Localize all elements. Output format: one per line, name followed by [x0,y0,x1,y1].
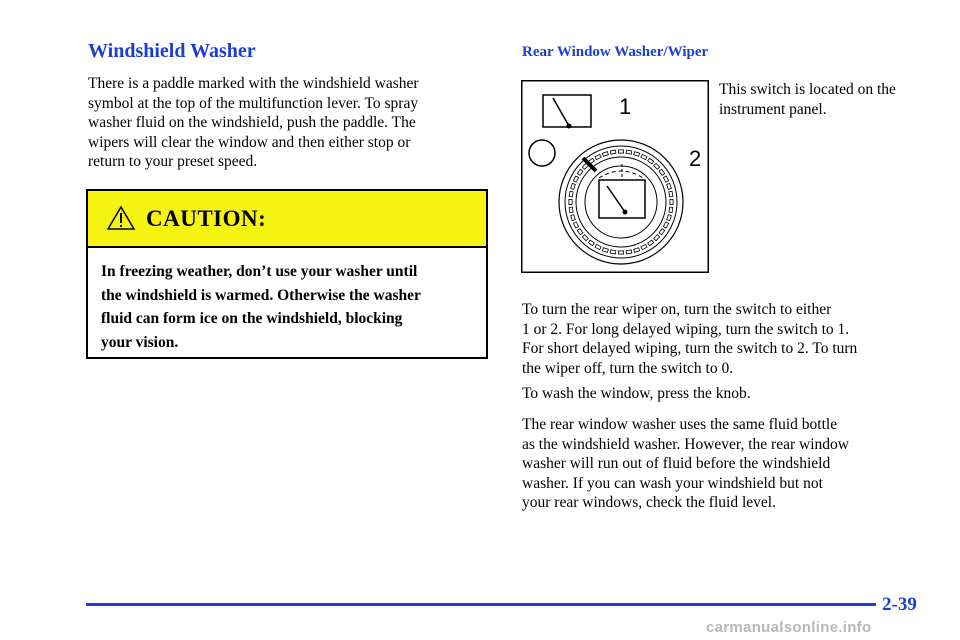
paragraph-line: 1 or 2. For long delayed wiping, turn the switch to 1. [522,320,850,338]
paragraph-line: wipers will clear the window and then either stop or [88,133,411,151]
wash-paragraph [522,384,751,404]
rear-wiper-switch-illustration [521,80,709,273]
paragraph-line: To wash the window, press the knob. [522,385,751,402]
figure-caption [719,80,896,119]
watermark: carmanualsonline.info [706,619,872,636]
paragraph-line: symbol at the top of the multifunction lever. To spray [88,94,419,112]
intro-paragraph [88,74,419,172]
caution-body [101,260,476,354]
page-number: 2-39 [882,594,917,615]
paragraph-line: There is a paddle marked with the windshield washer [88,75,419,92]
wiper-operation-paragraph [522,300,857,378]
caption-line: This switch is located on the [719,81,896,98]
paragraph-line: the wiper off, turn the switch to 0. [522,359,734,377]
paragraph-line: washer will run out of fluid before the windshield [522,455,831,472]
paragraph-line: The rear window washer uses the same fluid bottle [522,416,838,433]
paragraph-line: washer fluid on the windshield, push the paddle. The [88,114,416,131]
paragraph-line: return to your preset speed. [88,153,258,170]
section-heading: Windshield Washer [88,40,256,62]
fluid-paragraph [522,415,849,513]
caution-header [88,191,486,248]
position-2-label: 2 [689,146,702,171]
footer-rule [86,603,876,606]
paragraph-line: as the windshield washer. However, the rear window [522,435,849,453]
caution-title: CAUTION: [146,206,267,231]
paragraph-line: For short delayed wiping, turn the switch to 2. To turn [522,340,858,357]
caution-line: the windshield is warmed. Otherwise the washer [101,286,421,304]
paragraph-line: your rear windows, check the fluid level. [522,494,776,511]
subsection-heading: Rear Window Washer/Wiper [522,44,709,60]
caption-line: instrument panel. [719,100,827,118]
paragraph-line: washer. If you can wash your windshield but not [522,474,823,492]
caution-line: fluid can form ice on the windshield, blocking [101,310,403,327]
paragraph-line: To turn the rear wiper on, turn the switch to either [522,301,832,318]
caution-line: In freezing weather, don’t use your washer until [101,263,418,280]
caution-box [86,189,488,359]
position-1-label: 1 [619,94,632,119]
warning-triangle-icon [106,205,136,231]
caution-line: your vision. [101,333,179,351]
rear-wiper-switch-figure [521,80,709,273]
